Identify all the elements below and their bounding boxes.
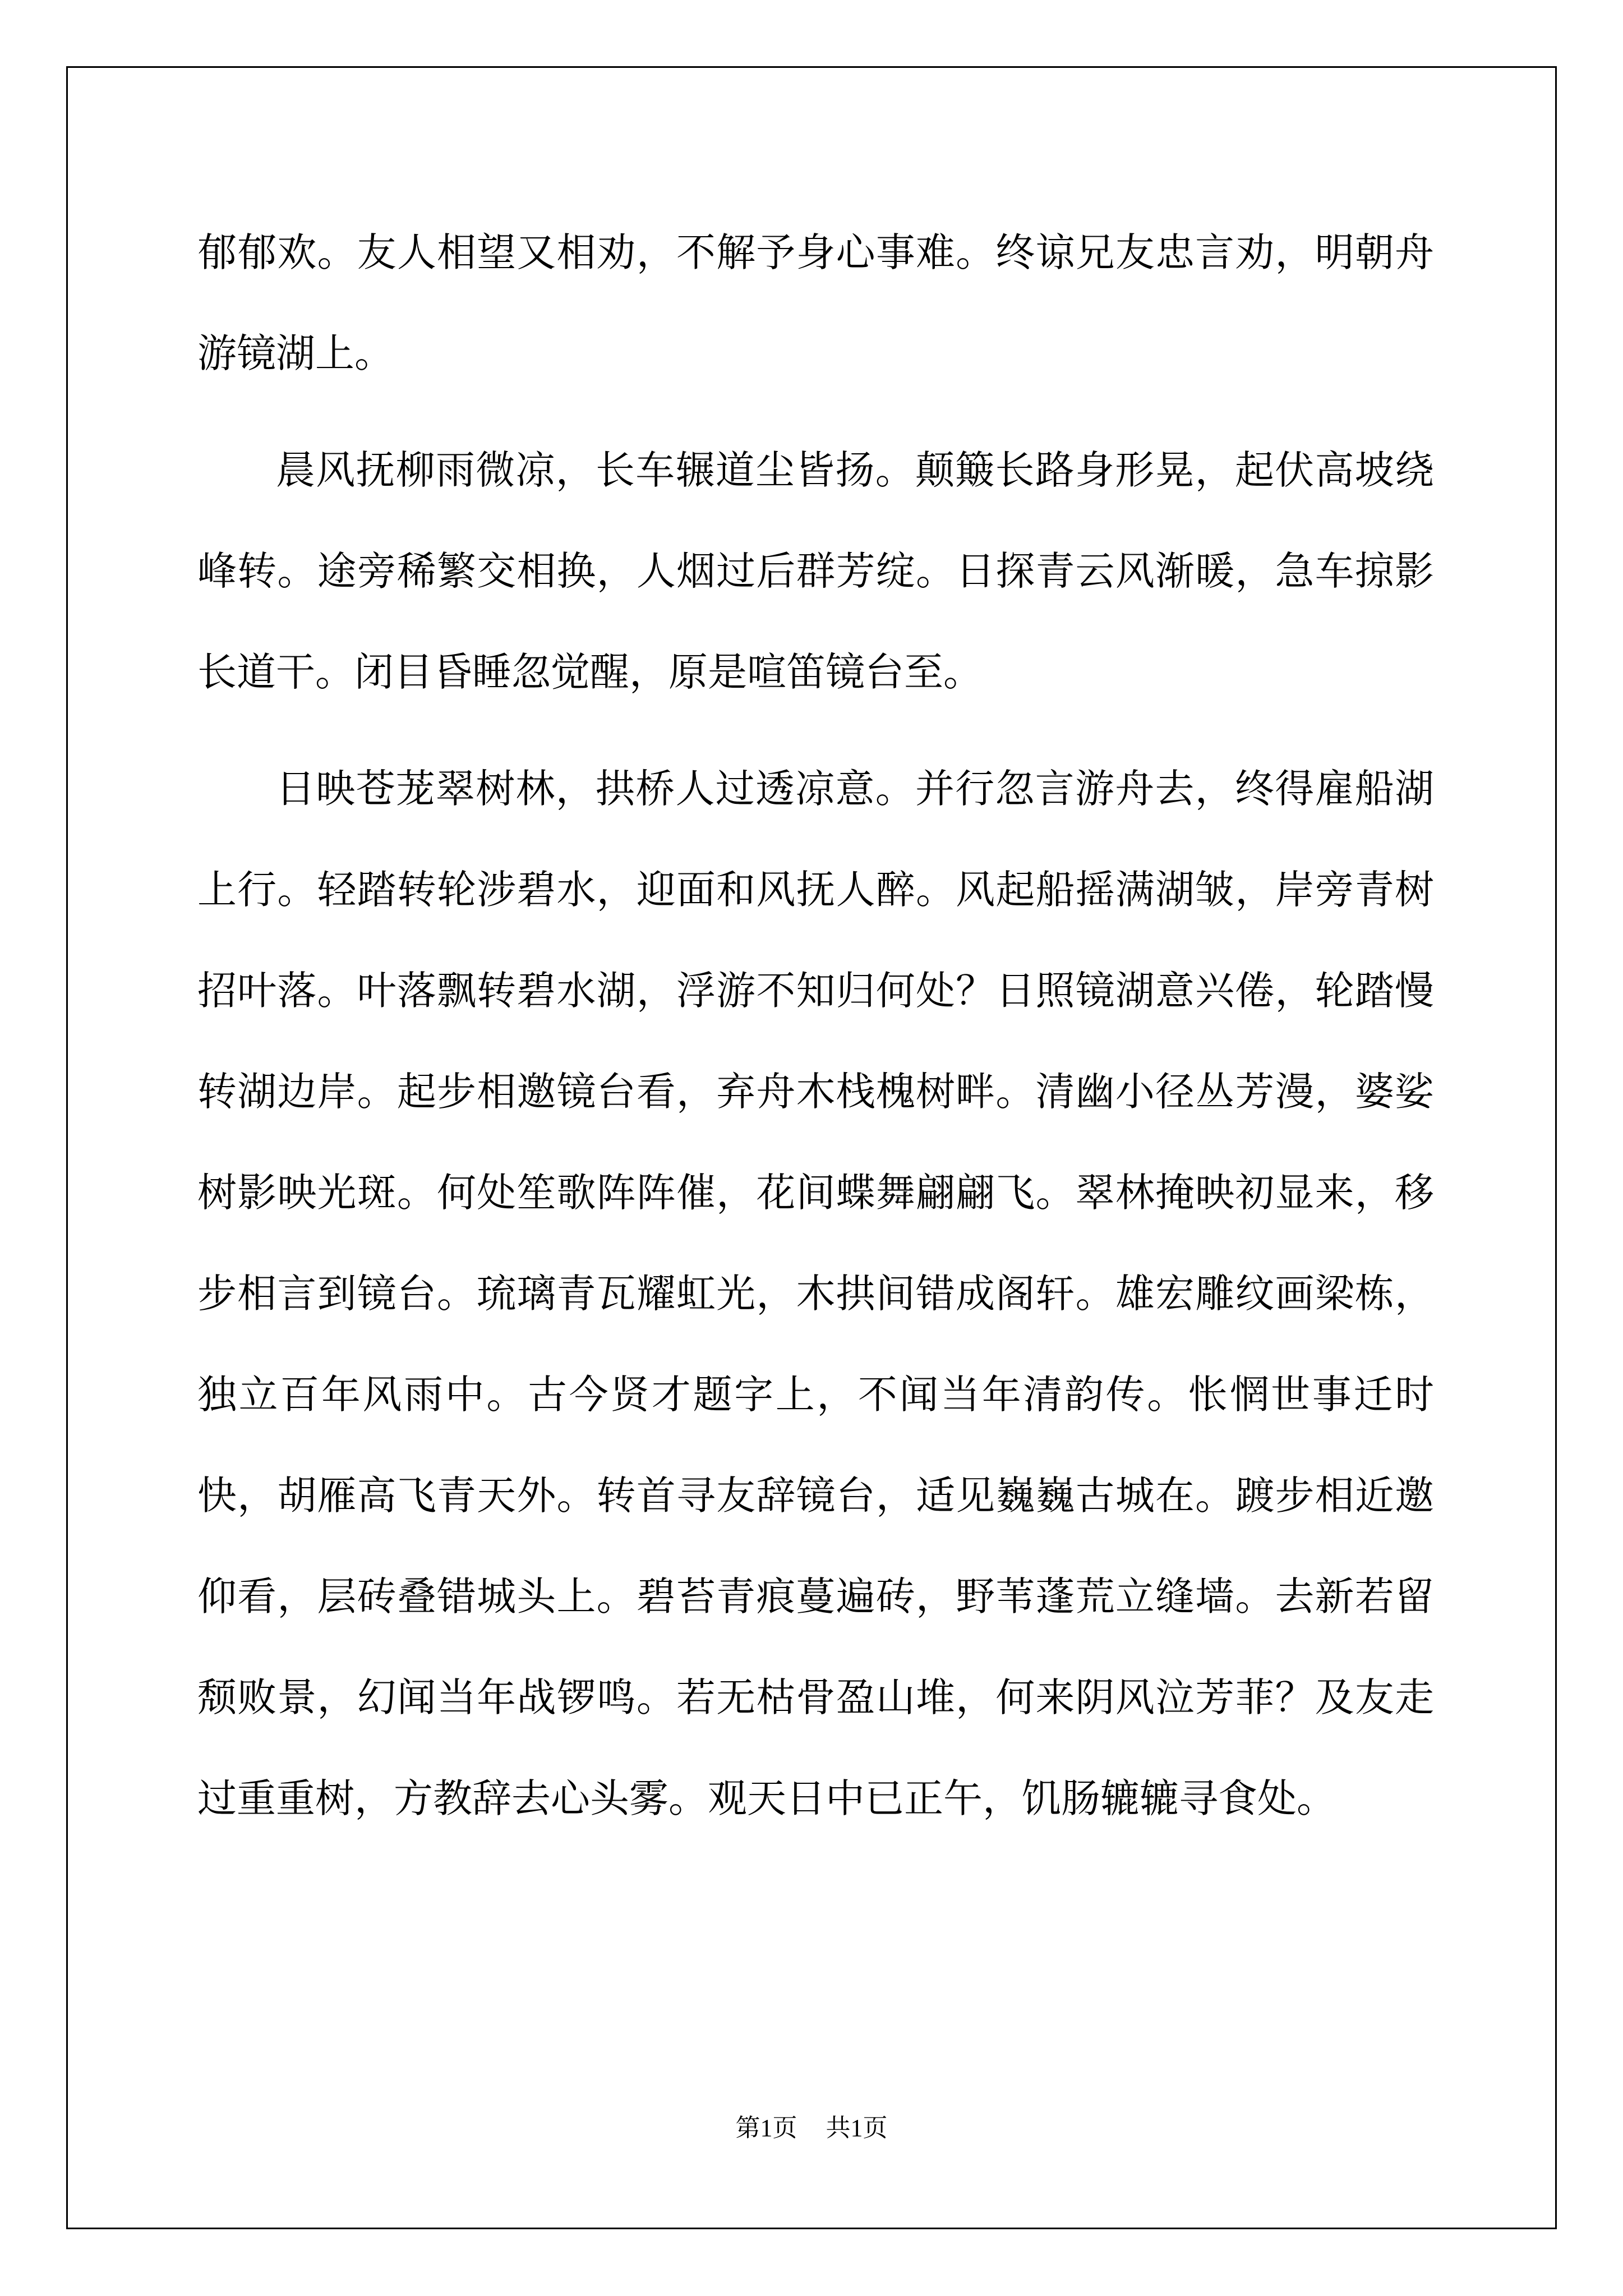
- paragraph-2: 晨风抚柳雨微凉，长车辗道尘皆扬。颠簸长路身形晃，起伏高坡绕峰转。途旁稀繁交相换，人烟过后群芳绽。日探青云风渐暖，急车掠影长道干。闭目昏睡忽觉醒，原是喧笛镜台至。: [197, 447, 1434, 695]
- page-number: 第1页: [735, 2114, 797, 2142]
- page-footer: [0, 2111, 1623, 2145]
- document-body: [197, 202, 1434, 1865]
- paragraph-3: 日映苍茏翠树林，拱桥人过透凉意。并行忽言游舟去，终得雇船湖上行。轻踏转轮涉碧水，迎面和风抚人醉。风起船摇满湖皱，岸旁青树招叶落。叶落飘转碧水湖，浮游不知归何处？日照镜湖意兴倦，轮踏慢转湖边岸。起步相邀镜台看，弃舟木栈槐树畔。清幽小径丛芳漫，婆娑树影映光斑。何处笙歌阵阵催，花间蝶舞翩翩飞。翠林掩映初显来，移步相言到镜台。琉璃青瓦耀虹光，木拱间错成阁轩。雄宏雕纹画梁栋，独立百年风雨中。古今贤才题字上，不闻当年清韵传。怅惘世事迁时快，胡雁高飞青天外。转首寻友辞镜台，适见巍巍古城在。踱步相近邀仰看，层砖叠错城头上。碧苔青痕蔓遍砖，野苇蓬荒立缝墙。去新若留颓败景，幻闻当年战锣鸣。若无枯骨盈山堆，何来阴风泣芳菲？及友走过重重树，方教辞去心头雾。观天日中已正午，饥肠辘辘寻食处。: [197, 766, 1434, 1821]
- page-total: 共1页: [826, 2114, 888, 2142]
- paragraph-1: 郁郁欢。友人相望又相劝，不解予身心事难。终谅兄友忠言劝，明朝舟游镜湖上。: [197, 229, 1434, 376]
